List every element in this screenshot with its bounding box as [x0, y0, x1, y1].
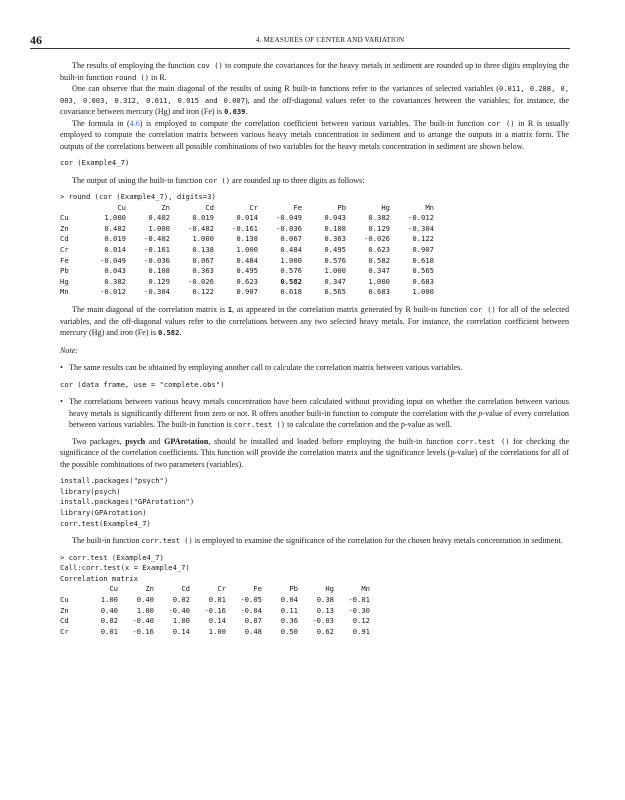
- column-header: Cr: [217, 584, 226, 594]
- column-header: Fe: [293, 202, 302, 212]
- table-row: Cd 0.019 -0.402 1.000 0.138 0.067 0.363 -0.026 0.122: [60, 234, 434, 244]
- table-header-row: [60, 203, 434, 214]
- column-header: Mn: [425, 202, 434, 212]
- inline-code: round (): [114, 72, 150, 82]
- table-header-row: [60, 584, 370, 595]
- column-header: Fe: [253, 584, 262, 594]
- column-header: Cu: [117, 202, 126, 212]
- page-header: [30, 33, 570, 49]
- column-header: Cr: [249, 202, 258, 212]
- correlation-table-corr-test: [60, 584, 370, 637]
- paragraph-packages: Two packages, psych and GPArotation, should be installed and loaded before employing the built-in function corr.test () for checking the significance of the correlation coefficients. This function will provide the correlation matrix and the significance levels (p-value) of the correlations for all of the possible combinations of two parameters (variables).: [60, 436, 570, 469]
- code-block-cor: cor (Example4_7): [60, 158, 130, 167]
- header-rule: [30, 48, 570, 49]
- table-row: Cu 1.00 0.40 0.02 0.01 -0.05 0.04 0.38 -0.01: [60, 594, 370, 604]
- code-block-cor-complete: cor (data frame, use = "complete.obs"): [60, 379, 225, 389]
- table-row: Pb 0.043 0.108 0.363 0.495 0.576 1.000 0.347 0.565: [60, 266, 434, 276]
- page-body: [60, 60, 569, 643]
- table-row: Hg 0.382 0.129 -0.026 0.623 0.582 0.347 1.000 0.683: [60, 276, 434, 286]
- paragraph-corr-test: The built-in function corr.test () is employed to examine the significance of the correlation for the chosen heavy metals concentration in sediment.: [72, 536, 563, 546]
- table-row: Zn 0.40 1.00 -0.40 -0.16 -0.04 0.11 0.13 -0.30: [60, 605, 370, 615]
- inline-code: cov (): [197, 61, 223, 70]
- inline-code: 0.011, 0.288, 0, 003, 0.003, 0.312, 0.011, 0.015 and 0.007: [60, 84, 569, 105]
- paragraph-cov-intro: The results of employing the function cov () to compute the covariances for the heavy metals in sediment are rounded up to three digits employing the built-in function round () in R.: [60, 61, 570, 82]
- inline-code: corr.test (): [456, 436, 510, 446]
- page-number: 46: [30, 33, 42, 47]
- table-row: Mn -0.012 -0.304 0.122 0.907 0.618 0.565 0.683 1.000: [60, 287, 434, 297]
- column-header: Pb: [337, 202, 346, 212]
- inline-code: corr.test (): [141, 536, 193, 546]
- correlation-table-rounded: [60, 203, 434, 298]
- column-header: Zn: [161, 202, 170, 212]
- paragraph-formula: The formula in (4.6) is employed to compute the correlation coefficient between various variables. The built-in function cor () in R is usually employed to compute the correlation matrix between various heavy metals concentration in sediment and to arrange the outputs in a matrix form. The outputs of the correlations between all possible combinations of two variables for the heavy metals concentration in sediment are shown below.: [60, 118, 570, 151]
- column-header: Hg: [325, 584, 334, 594]
- column-header: Cd: [181, 584, 190, 594]
- code-block-install: install.packages("psych") library(psych) install.packages("GPArotation") library(GPArotation) corr.test(Example4_7): [60, 476, 195, 528]
- inline-code-bold: 0.039: [224, 107, 246, 116]
- inline-code: cor (): [487, 118, 515, 128]
- table-row: Zn 0.402 1.000 -0.402 -0.161 -0.036 0.108 0.129 -0.304: [60, 223, 434, 233]
- equation-link[interactable]: 4.6: [129, 118, 140, 128]
- table-row: Cr 0.014 -0.161 0.138 1.000 0.484 0.495 0.623 0.907: [60, 245, 434, 255]
- paragraph-round-output: The output of using the built-in function cor () are rounded up to three digits as follows:: [72, 175, 365, 185]
- bullet-item-same-results: • The same results can be obtained by employing another call to calculate the correlation matrix between various variables.: [60, 362, 569, 374]
- column-header: Cu: [109, 584, 118, 594]
- note-label: Note:: [60, 345, 78, 355]
- inline-code-bold: 0.582: [158, 328, 180, 338]
- code-block-corr-test: > corr.test (Example4_7) Call:corr.test(x = Example4_7) Correlation matrix: [60, 552, 190, 583]
- column-header: Pb: [289, 584, 298, 594]
- column-header: Mn: [361, 584, 370, 594]
- paragraph-main-diagonal: The main diagonal of the correlation matrix is 1, as appeared in the correlation matrix generated by R built-in function cor () for all of the selected variables, and the off-diagonal values refer to the correlations between any two selected heavy metals. For instance, the correlation coefficient between mercury (Hg) and iron (Fe) is 0.582.: [60, 305, 570, 338]
- table-row: Cr 0.01 -0.16 0.14 1.00 0.48 0.50 0.62 0.91: [60, 626, 370, 636]
- inline-code: cor (): [204, 175, 231, 185]
- running-head: 4. MEASURES OF CENTER AND VARIATION: [255, 36, 405, 44]
- table-row: Fe -0.049 -0.036 0.067 0.484 1.000 0.576 0.582 0.618: [60, 255, 434, 265]
- column-header: Zn: [145, 584, 154, 594]
- column-header: Hg: [381, 202, 390, 212]
- code-block-round: > round (cor (Example4_7), digits=3): [60, 192, 216, 202]
- column-header: Cd: [205, 202, 214, 212]
- inline-code: corr.test (): [233, 420, 286, 430]
- paragraph-variances: One can observe that the main diagonal of the results of using R built-in functions refer to the variances of selected variables (0.011, 0.288, 0, 003, 0.003, 0.312, 0.011, 0.015 and 0.007), and the off-diagonal values refer to the covariances between the variables; for instance, the covariance between mercury (Hg) and iron (Fe) is 0.039.: [60, 84, 569, 116]
- table-row: Cu 1.000 0.402 0.019 0.014 -0.049 0.043 0.382 -0.012: [60, 213, 434, 223]
- inline-code: cor (): [469, 305, 496, 315]
- bullet-item-corr-test: • The correlations between various heavy metals concentration have been calculated without providing input on whether the correlation between various heavy metals is significantly different from zero or not. R offers another built-in function to compute the correlation with the p-value of every correlation between various variables. The built-in function is corr.test () to calculate the correlation and the p-value as well.: [60, 396, 569, 431]
- table-row: Cd 0.02 -0.40 1.00 0.14 0.07 0.36 -0.03 0.12: [60, 616, 370, 626]
- inline-code-bold: 1: [227, 305, 233, 315]
